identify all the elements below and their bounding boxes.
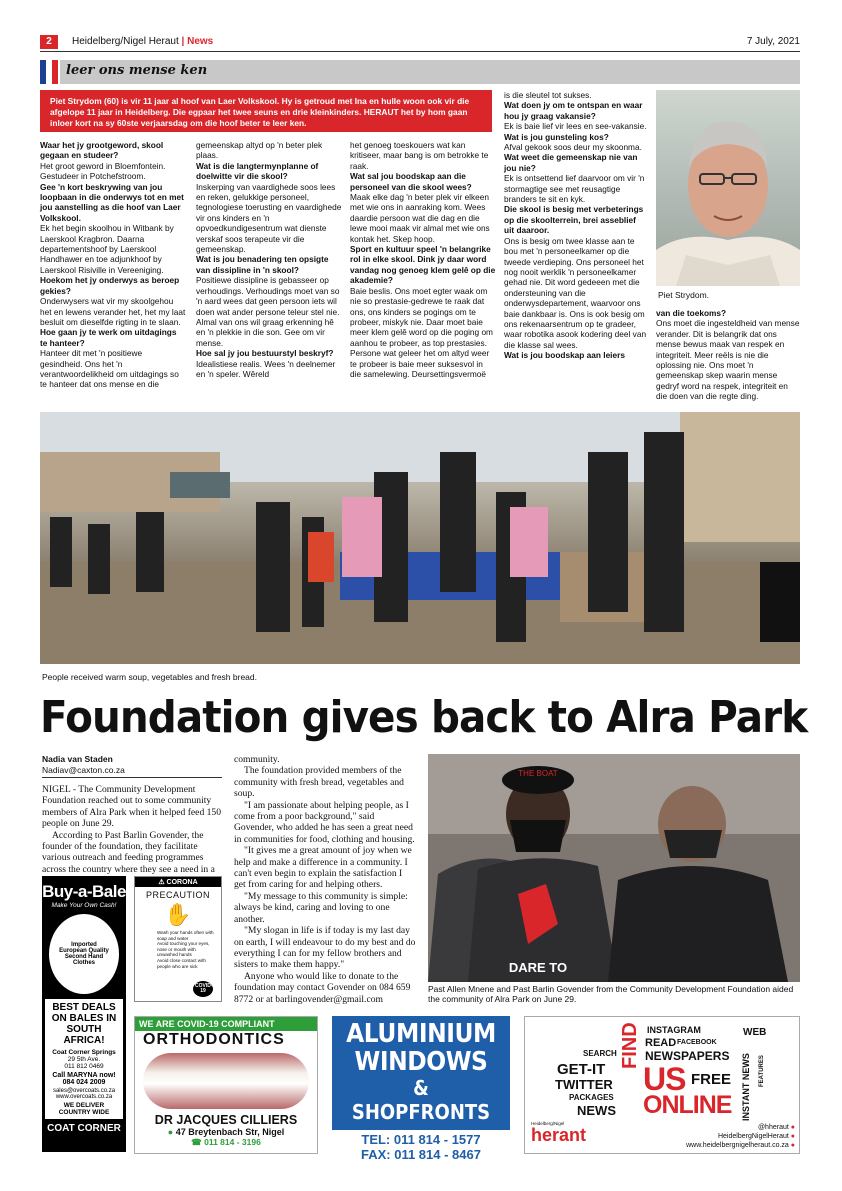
ortho-phone-text: 011 814 - 3196 bbox=[204, 1137, 261, 1147]
heraut-logo-small: Heidelberg/Nigel bbox=[531, 1121, 565, 1126]
profile-question: Wat is jou boodskap aan leiers bbox=[504, 350, 625, 361]
word-find: FIND bbox=[619, 1022, 641, 1069]
ad-call: Call MARYNA now! bbox=[52, 1072, 116, 1079]
article-paragraph: community. bbox=[234, 754, 280, 765]
ad-deliver: WE DELIVER COUNTRY WIDE bbox=[58, 1102, 110, 1116]
article-paragraph: NIGEL - The Community Development Foundation reached out to some community members of Alra Park when it helped feed 150 people on June 29. bbox=[42, 784, 222, 830]
article-paragraph: The foundation provided members of the community with fresh bread, vegetables and soup. bbox=[234, 765, 404, 800]
section-name: News bbox=[187, 36, 214, 47]
article-paragraph: "I am passionate about helping people, as I come from a poor background," said Govender, who added he has seen a great need in communities for food, clothing and housing. bbox=[234, 799, 415, 845]
profile-intro: Piet Strydom (60) is vir 11 jaar al hoof van Laer Volkskool. Hy is getroud met Ina en hulle woon ook vir die afgelope 11 jaar in Heidelberg. Die egpaar het twee seuns en drie kleinkinders. HERAUT het by hom gaan inloer kort na sy 60ste verjaarsdag om die hoof beter te leer ken. bbox=[40, 90, 492, 132]
profile-column-4 bbox=[504, 90, 648, 361]
profile-answer: Het groot geword in Bloemfontein. Gestudeer in Potchefstroom. bbox=[40, 160, 166, 182]
ad-email[interactable]: sales@overcoats.co.za bbox=[52, 1088, 116, 1094]
profile-answer: Ek is baie lief vir lees en see-vakansie. bbox=[504, 121, 647, 132]
corona-header-text: CORONA bbox=[166, 879, 198, 886]
alu-fax: FAX: 011 814 - 8467 bbox=[361, 1147, 481, 1162]
ad-store: Coat Corner Springs bbox=[52, 1049, 116, 1056]
profile-answer: het genoeg toeskouers wat kan kritiseer, maar bang is om betrokke te raak. bbox=[350, 140, 489, 171]
article-paragraph: "My message to this community is simple: always be kind, caring and loving to one another. bbox=[234, 890, 408, 925]
corona-tip: Avoid close contact with people who are sick bbox=[157, 957, 206, 969]
profile-answer: Afval gekook soos deur my skoonma. bbox=[504, 142, 642, 153]
profile-question: Wat sal jou boodskap aan die personeel van die skool wees? bbox=[350, 171, 472, 192]
profile-answer: Positiewe dissipline is gebasseer op verhoudings. Verhoudings moet van so 'n aard wees dat geen persoon iets wil doen wat ander persone teleur stel nie. Almal van ons wil graag erkenning hê en 'n plekkie in die son. Gee om vir mense. bbox=[196, 275, 340, 348]
ortho-banner: WE ARE COVID-19 COMPLIANT bbox=[135, 1017, 317, 1031]
profile-question: Wat weet die gemeenskap nie van jou nie? bbox=[504, 152, 638, 173]
orthodontics-ad[interactable] bbox=[134, 1016, 318, 1154]
facebook-handle[interactable] bbox=[686, 1132, 795, 1141]
separator: | bbox=[181, 36, 185, 47]
word-features: FEATURES bbox=[759, 1055, 765, 1087]
website-text: www.heidelbergnigelheraut.co.za bbox=[686, 1142, 789, 1149]
facebook-handle-text: HeidelbergNigelHeraut bbox=[717, 1133, 789, 1140]
cap-text: THE BOAT bbox=[518, 769, 558, 778]
ortho-address bbox=[135, 1127, 317, 1137]
word-search: SEARCH bbox=[583, 1049, 617, 1058]
profile-answer: Ek is ontsettend lief daarvoor om vir 'n stormagtige see met reusagtige branders te sit en kyk. bbox=[504, 173, 645, 205]
article-paragraph: "My slogan in life is if today is my last day on earth, I will endeavour to do my best and do everything I can for my fellow brothers and sisters to make them happy." bbox=[234, 925, 416, 971]
profile-question: Hoe gaan jy te werk om uitdagings te hanteer? bbox=[40, 327, 177, 348]
coat-corner-logo: COAT CORNER bbox=[47, 1123, 121, 1134]
paper-name bbox=[72, 36, 213, 47]
profile-answer: is die sleutel tot sukses. bbox=[504, 90, 592, 100]
section-label: leer ons mense ken bbox=[66, 63, 208, 78]
alu-line1: ALUMINIUM bbox=[346, 1019, 496, 1049]
corona-precaution-ad bbox=[134, 876, 222, 1002]
twitter-icon: ● bbox=[790, 1124, 795, 1131]
handwash-icon: ✋ bbox=[164, 902, 192, 927]
corona-tips bbox=[135, 930, 221, 969]
phone-icon: ☎ bbox=[191, 1137, 202, 1147]
article-paragraph: Anyone who would like to donate to the foundation may contact Govender on 084 659 8772 or at barlingovender@gmail.com bbox=[234, 970, 411, 1005]
ortho-doctor: DR JACQUES CILLIERS bbox=[154, 1113, 298, 1127]
word-instant-news: INSTANT NEWS bbox=[741, 1053, 751, 1121]
alu-tel: TEL: 011 814 - 1577 bbox=[361, 1132, 481, 1147]
corona-title: PRECAUTION bbox=[145, 890, 210, 900]
profile-question: van die toekoms? bbox=[656, 308, 727, 318]
word-twitter: TWITTER bbox=[555, 1077, 613, 1092]
profile-question: Wat is die langtermynplanne of doelwitte vir die skool? bbox=[196, 160, 319, 182]
social-handles bbox=[686, 1123, 795, 1150]
page-number: 2 bbox=[40, 35, 58, 49]
alu-line3: & SHOPFRONTS bbox=[351, 1076, 491, 1124]
issue-date: 7 July, 2021 bbox=[746, 36, 800, 47]
profile-question: Wat is jou benadering ten opsigte van dissipline in 'n skool? bbox=[196, 254, 329, 275]
location-icon: ● bbox=[167, 1127, 174, 1137]
heraut-logo bbox=[531, 1121, 586, 1144]
article-column-1 bbox=[42, 784, 222, 875]
paper-title: Heidelberg/Nigel Heraut bbox=[72, 36, 179, 47]
profile-question: Waar het jy grootgeword, skool gegaan en studeer? bbox=[40, 140, 164, 161]
buy-a-bale-ad[interactable] bbox=[42, 876, 126, 1152]
profile-column-1 bbox=[40, 140, 186, 390]
alu-web[interactable]: info@alushop.co.za | www.alushop.co.za bbox=[343, 1167, 499, 1176]
portrait-caption: Piet Strydom. bbox=[658, 290, 710, 300]
ad-title: Buy-a-Bale bbox=[42, 882, 126, 901]
ad-deals: BEST DEALS ON BALES IN SOUTH AFRICA! bbox=[51, 1002, 117, 1046]
article-column-2 bbox=[234, 754, 416, 1005]
portrait-photo bbox=[656, 90, 800, 286]
profile-answer: Ons moet die ingesteldheid van mense verander. Dit is belangrik dat ons mense bewus maak van respek en integriteit. Meer reëls is nie die oplossing nie. Ons moet 'n gemeenskap skep waarin mense gedryf word na respek, integriteit en die doen van die regte ding. bbox=[656, 318, 800, 402]
profile-answer: Inskerping van vaardighede soos lees en reken, gelukkige personeel, tegnologiese toerusting en vaardighede vir ons kinders en 'n opvoedkundigesentrum wat dienste verskaf soos terapeute vir die gemeenskap. bbox=[196, 181, 342, 255]
header-rule bbox=[40, 51, 800, 52]
profile-answer: Idealistiese realis. Wees 'n deelnemer en 'n speler. Wêreld bbox=[196, 358, 336, 379]
ad-phone: 011 812 0469 bbox=[64, 1063, 104, 1070]
word-us: US bbox=[643, 1061, 686, 1097]
article-headline: Foundation gives back to Alra Park bbox=[40, 692, 808, 743]
profile-question: Hoe sal jy jou bestuurstyl beskryf? bbox=[196, 348, 334, 359]
profile-answer: Hanteer dit met 'n positiewe gesindheid. Ons het 'n verantwoordelikheid om uitdagings so te hanteer dat ons mense en die bbox=[40, 348, 179, 390]
twitter-handle[interactable] bbox=[686, 1123, 795, 1132]
find-us-online-ad[interactable] bbox=[524, 1016, 800, 1154]
author-email[interactable]: Nadiav@caxton.co.za bbox=[42, 765, 125, 775]
author-name: Nadia van Staden bbox=[42, 754, 113, 764]
profile-answer: Ek het begin skoolhou in Witbank by Laerskool Kragbron. Daarna departementshoof by Laerskool Handhawer en toe adjunkhoof by Laerskool Risiville in Vereeniging. bbox=[40, 223, 174, 275]
word-packages: PACKAGES bbox=[569, 1093, 614, 1102]
heraut-logo-text: herant bbox=[531, 1125, 587, 1145]
profile-question: Gee 'n kort beskrywing van jou loopbaan in die onderwys tot en met jou aanstelling as die hoof van Laer Volkskool. bbox=[40, 181, 184, 223]
profile-column-3 bbox=[350, 140, 496, 379]
word-getit: GET-IT bbox=[557, 1061, 606, 1078]
profile-answer: gemeenskap altyd op 'n beter plek plaas. bbox=[196, 140, 323, 161]
word-free: FREE bbox=[691, 1071, 732, 1088]
ad-subtitle: Make Your Own Cash! bbox=[51, 902, 117, 909]
profile-column-2 bbox=[196, 140, 342, 379]
ad-web[interactable]: www.overcoats.co.za bbox=[55, 1094, 113, 1100]
profile-question: Sport en kultuur speel 'n belangrike rol in elke skool. Dink jy daar word vandag nog genoeg klem gelê op die akademie? bbox=[350, 244, 496, 286]
word-read: READ bbox=[645, 1037, 677, 1049]
byline-rule bbox=[42, 777, 222, 778]
article-paragraph: According to Past Barlin Govender, the founder of the foundation, they facilitate various outreach and feeding programmes across the country where they see a need in a bbox=[42, 829, 215, 875]
article-paragraph: "It gives me a great amount of joy when we help and make a difference in a community. I can't even begin to explain the satisfaction I get from caring for and helping others. bbox=[234, 845, 412, 891]
profile-question: Wat doen jy om te ontspan en waar hou jy graag vakansie? bbox=[504, 100, 643, 121]
corona-header: ⚠ CORONA bbox=[135, 877, 221, 887]
word-instagram: INSTAGRAM bbox=[647, 1025, 701, 1035]
photo1-caption: People received warm soup, vegetables and fresh bread. bbox=[42, 672, 257, 682]
ortho-phone bbox=[135, 1137, 317, 1148]
profile-question: Wat is jou gunsteling kos? bbox=[504, 131, 609, 142]
aluminium-windows-ad[interactable] bbox=[332, 1016, 510, 1176]
profile-answer: Onderwysers wat vir my skoolgehou het en lewens verander het, het my laat besluit om dieselfde rigting in te slaan. bbox=[40, 296, 186, 327]
profile-question: Die skool is besig met verbeterings op die skoolterrein, brei asseblief uit daaroor. bbox=[504, 204, 644, 236]
shirt-text: DARE TO bbox=[508, 960, 568, 975]
globe-icon: ● bbox=[790, 1142, 795, 1149]
word-facebook: FACEBOOK bbox=[677, 1039, 717, 1046]
bale-graphic bbox=[49, 914, 119, 994]
ad-mobile: 084 024 2009 bbox=[62, 1079, 106, 1086]
section-bar bbox=[60, 60, 800, 84]
ortho-address-text: 47 Breytenbach Str, Nigel bbox=[175, 1127, 285, 1137]
profile-answer: Maak elke dag 'n beter plek vir elkeen met wie ons in aanraking kom. Wees daardie persoon wat die dag en die lewe mooi maak vir almal met wie ons kontak het. Skep hoop. bbox=[350, 192, 490, 244]
pastors-photo bbox=[428, 754, 800, 982]
profile-answer: Baie beslis. Ons moet egter waak om nie so prestasie-gedrewe te raak dat ons, ons kinders se pogings om te probeer, miskyk nie. Daar moet baie meer klem gelê word op die poging om aanhou te probeer, as top prestasies. Persone wat geleer het om altyd weer te probeer is baie meer suksesvol in die samelewing. Deursettingsvermoë bbox=[350, 285, 493, 379]
soup-kitchen-photo bbox=[40, 412, 800, 664]
twitter-handle-text: @hheraut bbox=[757, 1124, 789, 1131]
ad-address: 29 5th Ave. bbox=[67, 1056, 101, 1063]
word-web: WEB bbox=[743, 1027, 767, 1038]
word-news: NEWS bbox=[577, 1103, 616, 1118]
word-newspapers: NEWSPAPERS bbox=[645, 1049, 730, 1063]
profile-column-5 bbox=[656, 308, 800, 402]
ortho-title: ORTHODONTICS bbox=[143, 1031, 285, 1048]
covid-badge: COVID-19 bbox=[193, 981, 213, 997]
smile-graphic bbox=[143, 1053, 309, 1109]
facebook-icon: ● bbox=[790, 1133, 795, 1140]
website-link[interactable] bbox=[686, 1141, 795, 1150]
photo2-caption: Past Allen Mnene and Past Barlin Govender from the Community Development Foundation aided the community of Alra Park on June 29. bbox=[428, 984, 794, 1004]
alu-line2: WINDOWS bbox=[354, 1047, 488, 1077]
word-online: ONLINE bbox=[643, 1091, 732, 1119]
profile-question: Hoekom het jy onderwys as beroep gekies? bbox=[40, 275, 180, 296]
corona-tip: Avoid touching your eyes, nose or mouth with unwashed hands bbox=[157, 941, 210, 958]
flag-icon bbox=[40, 60, 58, 84]
profile-answer: Ons is besig om twee klasse aan te bou met 'n personeelkamer op die tweede verdieping. Ons personeel het nog nooit werklik 'n personeelkamer gehad nie. Dit word gedeeen met die ondersteuning van die onderwysdepartement, waarvoor ons baie dankbaar is. Ons is ook besig om ons rekenaarsentrum op te gradeer, waar robotika asook kodering deel van die klasse sal wees. bbox=[504, 235, 647, 350]
corona-tip: Wash your hands often with soap and water bbox=[157, 930, 214, 941]
bale-circle-text: Imported European Quality Second Hand Clothes bbox=[59, 942, 109, 966]
